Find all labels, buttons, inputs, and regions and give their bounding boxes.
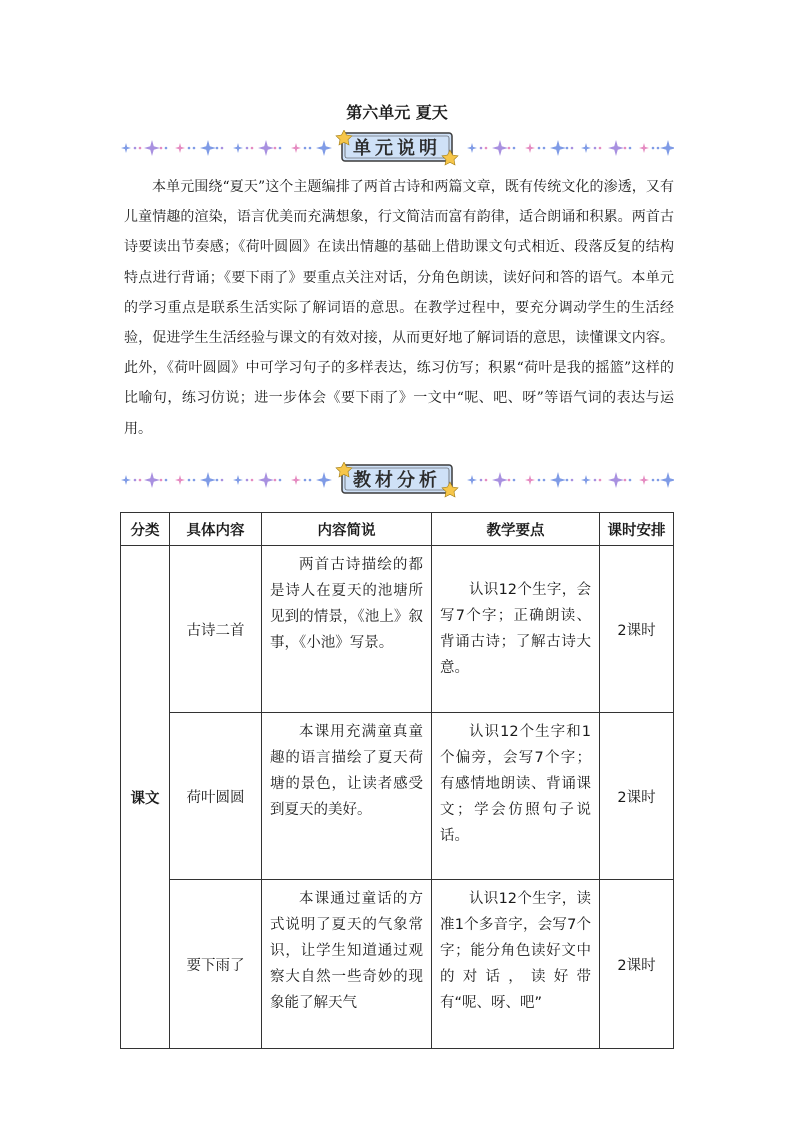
sparkle-dot-icon [134, 479, 137, 482]
lesson-title: 要下雨了 [170, 880, 262, 1049]
sparkle-star-icon [316, 140, 332, 156]
lesson-title: 古诗二首 [170, 546, 262, 713]
sparkle-star-icon [316, 472, 332, 488]
sparkle-dot-icon [480, 147, 483, 150]
sparkle-star-icon [492, 140, 508, 156]
sparkle-star-icon [581, 143, 591, 153]
sparkle-star-icon [175, 475, 185, 485]
sparkle-dot-icon [251, 479, 254, 482]
sparkle-dot-icon [274, 147, 277, 150]
sparkle-star-icon [639, 475, 649, 485]
sparkle-star-icon [581, 475, 591, 485]
table-row [121, 880, 674, 1049]
sparkle-star-icon [639, 143, 649, 153]
sparkle-star-icon [258, 140, 274, 156]
lesson-summary-text: 两首古诗描绘的都是诗人在夏天的池塘所见到的情景，《池上》叙事，《小池》写景。 [270, 557, 423, 651]
sparkle-star-icon [660, 140, 674, 156]
sparkle-dot-icon [566, 147, 569, 150]
sparkle-dot-icon [165, 147, 168, 150]
sparkle-dot-icon [513, 479, 516, 482]
sparkle-star-icon [467, 475, 477, 485]
sparkle-dot-icon [599, 479, 602, 482]
sparkle-star-icon [291, 143, 301, 153]
sparkle-dot-icon [629, 147, 632, 150]
sparkle-dot-icon [657, 147, 660, 150]
sparkle-dot-icon [485, 147, 488, 150]
sparkle-dot-icon [594, 147, 597, 150]
sparkle-dot-icon [221, 479, 224, 482]
sparkle-dot-icon [629, 479, 632, 482]
header-category: 分类 [121, 513, 170, 546]
sparkle-dot-icon [624, 479, 627, 482]
lesson-points [432, 880, 600, 1049]
sparkle-dot-icon [188, 479, 191, 482]
sparkle-dot-icon [485, 479, 488, 482]
header-hours: 课时安排 [600, 513, 674, 546]
sparkle-dot-icon [543, 147, 546, 150]
lesson-title: 荷叶圆圆 [170, 713, 262, 880]
textbook-analysis-table [120, 512, 674, 1049]
sparkle-dot-icon [134, 147, 137, 150]
lesson-points-text: 认识12个生字，会写7个字；正确朗读、背诵古诗；了解古诗大意。 [440, 582, 591, 676]
sparkle-star-icon [233, 475, 243, 485]
banner-label: 教材分析 [353, 470, 441, 491]
sparkle-dot-icon [652, 479, 655, 482]
sparkle-star-icon [550, 472, 566, 488]
banner-label: 单元说明 [353, 138, 441, 159]
sparkle-dot-icon [652, 147, 655, 150]
sparkle-dot-icon [657, 479, 660, 482]
sparkle-dot-icon [139, 147, 142, 150]
sparkle-dot-icon [594, 479, 597, 482]
sparkle-dot-icon [216, 147, 219, 150]
table-row [121, 713, 674, 880]
lesson-hours: 2课时 [600, 713, 674, 880]
sparkle-dot-icon [251, 147, 254, 150]
sparkle-dot-icon [160, 479, 163, 482]
sparkle-star-icon [608, 140, 624, 156]
sparkle-dot-icon [309, 479, 312, 482]
sparkle-dot-icon [160, 147, 163, 150]
sparkle-dot-icon [188, 147, 191, 150]
sparkle-dot-icon [599, 147, 602, 150]
header-summary: 内容简说 [262, 513, 432, 546]
lesson-summary-text: 本课用充满童真童趣的语言描绘了夏天荷塘的景色，让读者感受到夏天的美好。 [270, 724, 423, 818]
sparkle-dot-icon [193, 479, 196, 482]
sparkle-dot-icon [538, 147, 541, 150]
table-row [121, 546, 674, 713]
sparkle-dot-icon [538, 479, 541, 482]
page-title: 第六单元 夏天 [346, 103, 448, 122]
unit-description-paragraph: 本单元围绕“夏天”这个主题编排了两首古诗和两篇文章，既有传统文化的渗透，又有儿童情趣的渲染，语言优美而充满想象，行文简洁而富有韵律，适合朗诵和积累。两首古诗要读出节奏感；《荷叶圆圆》在读出情趣的基础上借助课文句式相近、段落反复的结构特点进行背诵；《要下雨了》要重点关注对话，分角色朗读，读好问和答的语气。本单元的学习重点是联系生活实际了解词语的意思。在教学过程中，要充分调动学生的生活经验，促进学生生活经验与课文的有效对接，从而更好地了解词语的意思，读懂课文内容。此外，《荷叶圆圆》中可学习句子的多样表达，练习仿写；积累“荷叶是我的摇篮”这样的比喻句，练习仿说；进一步体会《要下雨了》一文中“呢、吧、呀”等语气词的表达与运用。 [124, 179, 674, 437]
sparkle-dot-icon [193, 147, 196, 150]
sparkle-dot-icon [274, 479, 277, 482]
header-content: 具体内容 [170, 513, 262, 546]
sparkle-dot-icon [165, 479, 168, 482]
lesson-points-text: 认识12个生字，读准1个多音字，会写7个字；能分角色读好文中的对话，读好带有“呢、呀、吧” [440, 891, 591, 1011]
lesson-points-text: 认识12个生字和1个偏旁，会写7个字；有感情地朗读、背诵课文；学会仿照句子说话。 [440, 724, 591, 844]
sparkle-star-icon [121, 143, 131, 153]
lesson-points [432, 713, 600, 880]
sparkle-dot-icon [566, 479, 569, 482]
sparkle-dot-icon [139, 479, 142, 482]
sparkle-dot-icon [508, 147, 511, 150]
sparkle-dot-icon [279, 479, 282, 482]
sparkle-dot-icon [571, 479, 574, 482]
sparkle-star-icon [233, 143, 243, 153]
sparkle-dot-icon [480, 479, 483, 482]
banner-unit-description [120, 130, 674, 166]
category-cell: 课文 [121, 546, 170, 1049]
lesson-summary [262, 546, 432, 713]
sparkle-dot-icon [304, 147, 307, 150]
sparkle-dot-icon [216, 479, 219, 482]
sparkle-star-icon [492, 472, 508, 488]
sparkle-dot-icon [309, 147, 312, 150]
sparkle-star-icon [200, 140, 216, 156]
sparkle-star-icon [291, 475, 301, 485]
sparkle-star-icon [258, 472, 274, 488]
sparkle-star-icon [608, 472, 624, 488]
sparkle-star-icon [144, 140, 160, 156]
lesson-hours: 2课时 [600, 880, 674, 1049]
lesson-hours: 2课时 [600, 546, 674, 713]
table-header-row [121, 513, 674, 546]
sparkle-star-icon [660, 472, 674, 488]
header-points: 教学要点 [432, 513, 600, 546]
lesson-summary-text: 本课通过童话的方式说明了夏天的气象常识，让学生知道通过观察大自然一些奇妙的现象能了解天气 [270, 891, 423, 1011]
sparkle-star-icon [121, 475, 131, 485]
lesson-points [432, 546, 600, 713]
sparkle-star-icon [144, 472, 160, 488]
sparkle-dot-icon [508, 479, 511, 482]
banner-textbook-analysis [120, 462, 674, 498]
sparkle-dot-icon [279, 147, 282, 150]
sparkle-star-icon [200, 472, 216, 488]
sparkle-star-icon [175, 143, 185, 153]
sparkle-star-icon [525, 475, 535, 485]
sparkle-dot-icon [513, 147, 516, 150]
sparkle-dot-icon [571, 147, 574, 150]
sparkle-star-icon [550, 140, 566, 156]
sparkle-dot-icon [221, 147, 224, 150]
sparkle-dot-icon [304, 479, 307, 482]
sparkle-dot-icon [246, 147, 249, 150]
sparkle-star-icon [467, 143, 477, 153]
lesson-summary [262, 880, 432, 1049]
sparkle-dot-icon [543, 479, 546, 482]
sparkle-dot-icon [624, 147, 627, 150]
lesson-summary [262, 713, 432, 880]
sparkle-star-icon [525, 143, 535, 153]
sparkle-dot-icon [246, 479, 249, 482]
